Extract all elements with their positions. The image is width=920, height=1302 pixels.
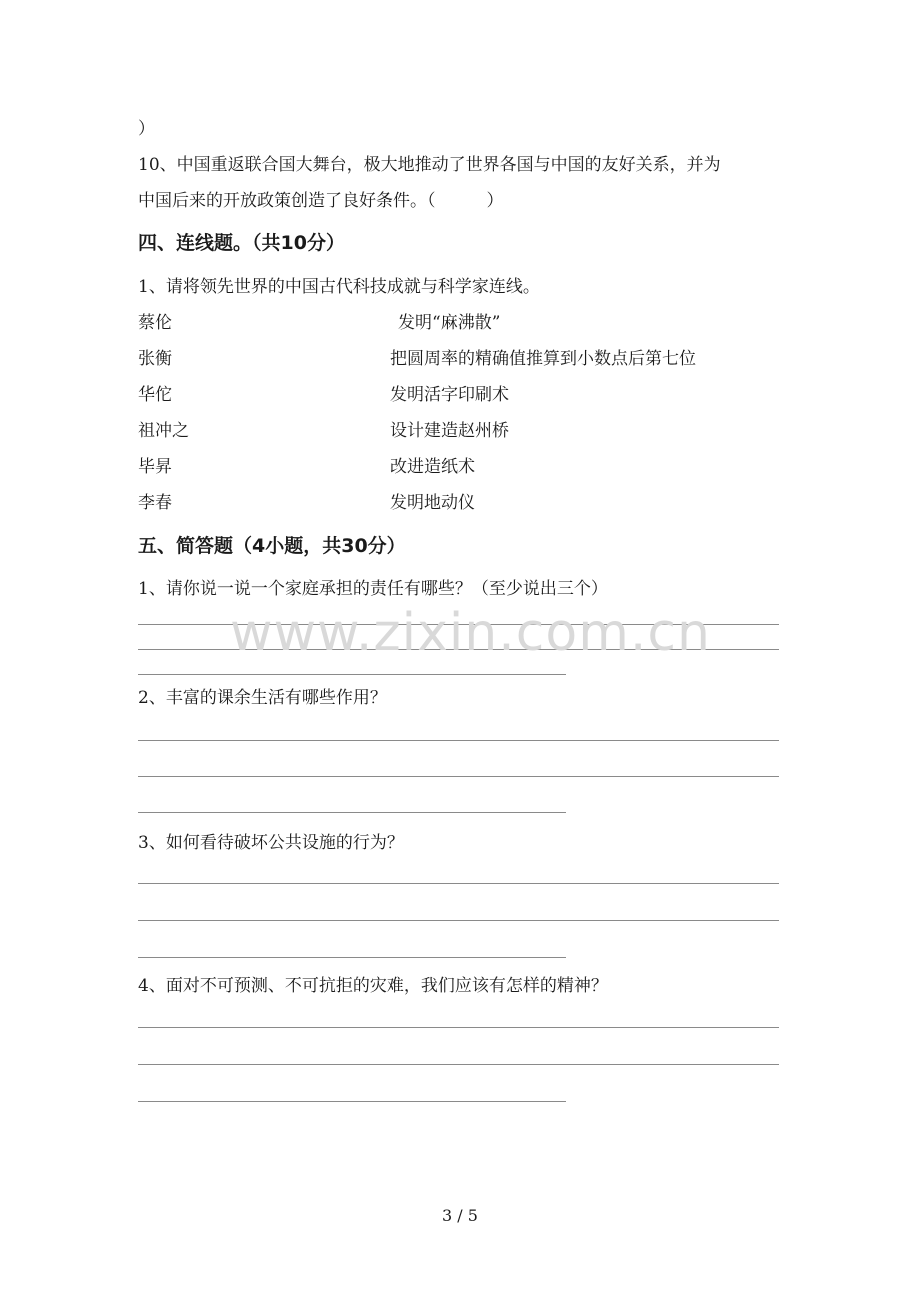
- short-answer-question-4: 4、面对不可预测、不可抗拒的灾难，我们应该有怎样的精神？: [138, 976, 608, 996]
- answer-line: [138, 674, 566, 675]
- scientist-name: 李春: [138, 493, 172, 513]
- achievement: 发明地动仪: [390, 493, 475, 513]
- short-answer-question-2: 2、丰富的课余生活有哪些作用？: [138, 688, 387, 708]
- answer-line: [138, 920, 779, 921]
- answer-line: [138, 1064, 779, 1065]
- answer-line: [138, 883, 779, 884]
- scientist-name: 祖冲之: [138, 421, 189, 441]
- achievement: 发明“麻沸散”: [398, 313, 501, 333]
- achievement: 设计建造赵州桥: [390, 421, 509, 441]
- answer-line: [138, 1101, 566, 1102]
- answer-line: [138, 740, 779, 741]
- section-4-question-1: 1、请将领先世界的中国古代科技成就与科学家连线。: [138, 277, 540, 297]
- short-answer-question-3: 3、如何看待破坏公共设施的行为？: [138, 833, 404, 853]
- question-10-line-2: 中国后来的开放政策创造了良好条件。（ ）: [138, 191, 504, 211]
- scientist-name: 华佗: [138, 385, 172, 405]
- page-number: 3 / 5: [442, 1206, 478, 1225]
- answer-line: [138, 1027, 779, 1028]
- watermark: www.zixin.com.cn: [230, 603, 711, 663]
- scientist-name: 蔡伦: [138, 313, 172, 333]
- achievement: 把圆周率的精确值推算到小数点后第七位: [390, 349, 696, 369]
- question-10-line-1: 10、中国重返联合国大舞台，极大地推动了世界各国与中国的友好关系，并为: [138, 155, 721, 175]
- short-answer-question-1: 1、请你说一说一个家庭承担的责任有哪些？（至少说出三个）: [138, 579, 608, 599]
- achievement: 改进造纸术: [390, 457, 475, 477]
- paren-close: ）: [138, 119, 155, 139]
- answer-line: [138, 776, 779, 777]
- scientist-name: 张衡: [138, 349, 172, 369]
- section-4-heading: 四、连线题。（共10分）: [138, 232, 345, 254]
- answer-line: [138, 957, 566, 958]
- answer-line: [138, 812, 566, 813]
- achievement: 发明活字印刷术: [390, 385, 509, 405]
- section-5-heading: 五、简答题（4小题，共30分）: [138, 535, 406, 557]
- scientist-name: 毕昇: [138, 457, 172, 477]
